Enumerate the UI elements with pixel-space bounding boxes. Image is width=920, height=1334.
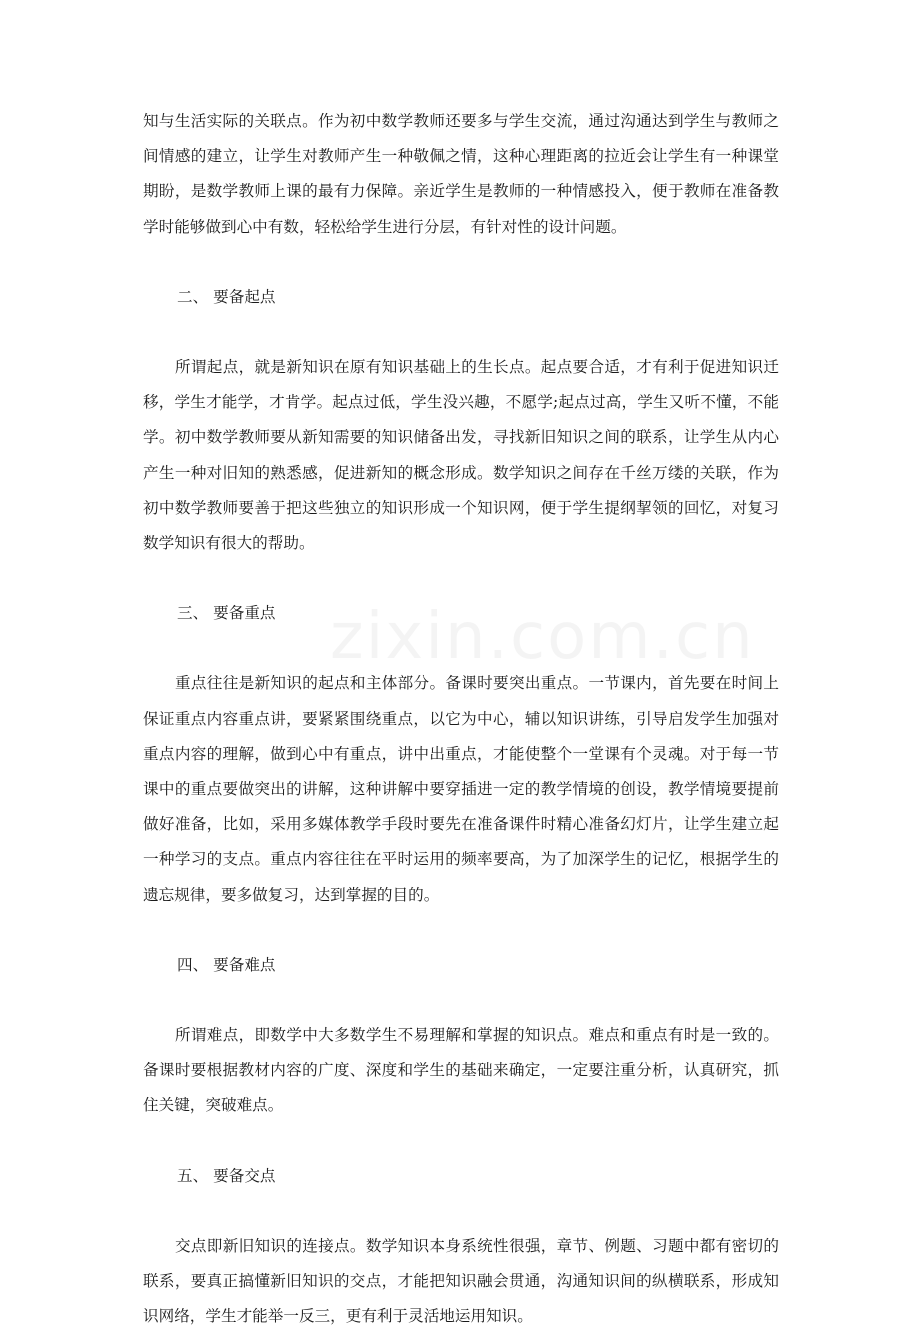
section-heading-start-point: 二、 要备起点	[177, 287, 276, 306]
section-heading-key-point: 三、 要备重点	[177, 604, 276, 623]
section-body-junction-point: 交点即新旧知识的连接点。数学知识本身系统性很强，章节、例题、习题中都有密切的联系，要真正搞懂新旧知识的交点，才能把知识融会贯通，沟通知识间的纵横联系，形成知识网络，学生才能举一反三，更有利于灵活地运用知识。	[143, 1236, 779, 1326]
section-heading-difficult-point: 四、 要备难点	[177, 955, 276, 974]
spacer	[143, 561, 779, 596]
spacer	[143, 631, 779, 666]
spacer	[143, 913, 779, 948]
spacer	[143, 1194, 779, 1229]
spacer	[143, 983, 779, 1018]
section-body-key-point: 重点往往是新知识的起点和主体部分。备课时要突出重点。一节课内，首先要在时间上保证重点内容重点讲，要紧紧围绕重点，以它为中心，辅以知识讲练，引导启发学生加强对重点内容的理解，做到心中有重点，讲中出重点，才能使整个一堂课有个灵魂。对于每一节课中的重点要做突出的讲解，这种讲解中要穿插进一定的教学情境的创设，教学情境要提前做好准备，比如，采用多媒体教学手段时要先在准备课件时精心准备幻灯片，让学生建立起一种学习的支点。重点内容往往在平时运用的频率要高，为了加深学生的记忆，根据学生的遗忘规律，要多做复习，达到掌握的目的。	[143, 674, 779, 904]
section-body-start-point: 所谓起点，就是新知识在原有知识基础上的生长点。起点要合适，才有利于促进知识迁移，学生才能学，才肯学。起点过低，学生没兴趣，不愿学;起点过高，学生又听不懂，不能学。初中数学教师要从新知需要的知识储备出发，寻找新旧知识之间的联系，让学生从内心产生一种对旧知的熟悉感，促进新知的概念形成。数学知识之间存在千丝万缕的关联，作为初中数学教师要善于把这些独立的知识形成一个知识网，便于学生提纲挈领的回忆，对复习数学知识有很大的帮助。	[143, 358, 779, 553]
spacer	[143, 1124, 779, 1159]
section-heading-junction-point: 五、 要备交点	[177, 1166, 276, 1185]
section-body-difficult-point: 所谓难点，即数学中大多数学生不易理解和掌握的知识点。难点和重点有时是一致的。备课时要根据教材内容的广度、深度和学生的基础来确定，一定要注重分析，认真研究，抓住关键，突破难点。	[143, 1026, 779, 1115]
spacer	[143, 315, 779, 350]
document-body	[143, 104, 779, 1334]
intro-paragraph: 知与生活实际的关联点。作为初中数学教师还要多与学生交流，通过沟通达到学生与教师之间情感的建立，让学生对教师产生一种敬佩之情，这种心理距离的拉近会让学生有一种课堂期盼，是数学教师上课的最有力保障。亲近学生是教师的一种情感投入，便于教师在准备教学时能够做到心中有数，轻松给学生进行分层，有针对性的设计问题。	[143, 112, 779, 236]
spacer	[143, 245, 779, 280]
